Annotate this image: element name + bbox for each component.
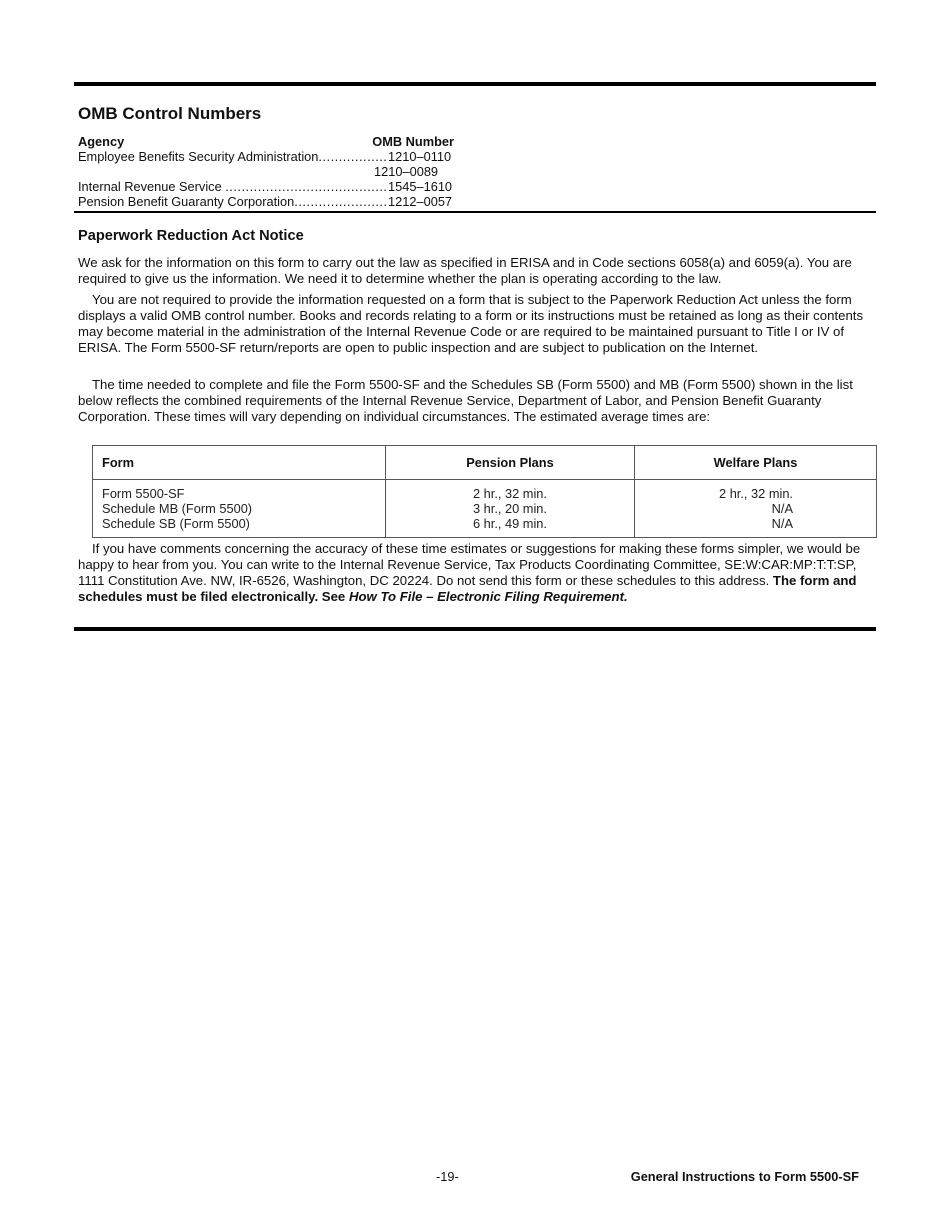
omb-row — [78, 164, 454, 179]
omb-number: 1210–0089 — [374, 164, 439, 179]
paperwork-paragraph-2: You are not required to provide the information requested on a form that is subject to the Paperwork Reduction Act unless the form displays a valid OMB control number. Books and records relating to a form or its instructions must be retained as long as their contents may become material in the administration of the Internal Revenue Code or are required to be maintained pursuant to Title I or IV of ERISA. The Form 5500-SF return/reports are open to public inspection and are subject to publication on the Internet. — [78, 292, 864, 355]
table-cell: N/A — [771, 501, 793, 516]
table-cell: 2 hr., 32 min. — [719, 486, 793, 501]
omb-table — [78, 134, 454, 209]
table-cell: 2 hr., 32 min. — [473, 486, 547, 501]
table-header-row — [93, 446, 876, 480]
omb-agency: Internal Revenue Service — [78, 179, 226, 194]
omb-number: 1545–1610 — [388, 179, 453, 194]
dot-leader — [318, 149, 388, 164]
header-pension-plans: Pension Plans — [386, 446, 635, 479]
top-rule — [74, 82, 876, 86]
table-cell: 6 hr., 49 min. — [473, 516, 547, 531]
omb-agency: Employee Benefits Security Administration — [78, 149, 319, 164]
electronic-filing-note: The form and schedules must be filed electronically. See — [78, 573, 857, 604]
how-to-file-reference: How To File – Electronic Filing Requirement. — [348, 589, 628, 604]
form-column — [93, 480, 386, 537]
pension-column — [386, 480, 635, 537]
header-form: Form — [93, 446, 386, 479]
dot-leader — [225, 179, 388, 194]
paperwork-paragraph-1: We ask for the information on this form to carry out the law as specified in ERISA and in Code sections 6058(a) and 6059(a). You are required to give us the information. We need it to determine whether the plan is operating according to the law. — [78, 255, 852, 286]
table-cell: Schedule SB (Form 5500) — [102, 516, 250, 531]
omb-number: 1212–0057 — [388, 194, 453, 209]
omb-header-row — [78, 134, 454, 149]
dot-leader — [294, 194, 388, 209]
paperwork-paragraph-4 — [78, 541, 874, 605]
time-estimates-table — [92, 445, 877, 538]
omb-row — [78, 179, 454, 194]
section-divider — [74, 211, 876, 213]
omb-number: 1210–0110 — [388, 149, 452, 164]
table-cell: 3 hr., 20 min. — [473, 501, 547, 516]
omb-row — [78, 194, 454, 209]
paperwork-heading: Paperwork Reduction Act Notice — [78, 228, 304, 244]
table-cell: N/A — [771, 516, 793, 531]
omb-row — [78, 149, 454, 164]
header-welfare-plans: Welfare Plans — [713, 455, 798, 470]
footer-title: General Instructions to Form 5500-SF — [630, 1169, 859, 1184]
table-cell: Form 5500-SF — [102, 486, 185, 501]
table-cell: Schedule MB (Form 5500) — [102, 501, 253, 516]
omb-header-number: OMB Number — [372, 134, 454, 149]
comments-text: If you have comments concerning the accuracy of these time estimates or suggestions for making these forms simpler, we would be happy to hear from you. You can write to the Internal Revenue Service, Tax Products Coordinating Committee, SE:W:CAR:MP:T:T:SP, 1111 Constitution Ave. NW, IR-6526, Washington, DC 20224. Do not send this form or these schedules to this address. — [78, 541, 861, 588]
omb-agency: Pension Benefit Guaranty Corporation — [78, 194, 295, 209]
omb-title: OMB Control Numbers — [78, 104, 262, 123]
paperwork-paragraph-3: The time needed to complete and file the Form 5500-SF and the Schedules SB (Form 5500) and MB (Form 5500) shown in the list below reflects the combined requirements of the Internal Revenue Service, Department of Labor, and Pension Benefit Guaranty Corporation. These times will vary depending on individual circumstances. The estimated average times are: — [78, 377, 853, 424]
bottom-rule — [74, 627, 876, 631]
table-body — [93, 480, 876, 537]
omb-header-agency: Agency — [78, 134, 125, 149]
welfare-column — [635, 480, 876, 537]
page-number: -19- — [436, 1169, 459, 1184]
